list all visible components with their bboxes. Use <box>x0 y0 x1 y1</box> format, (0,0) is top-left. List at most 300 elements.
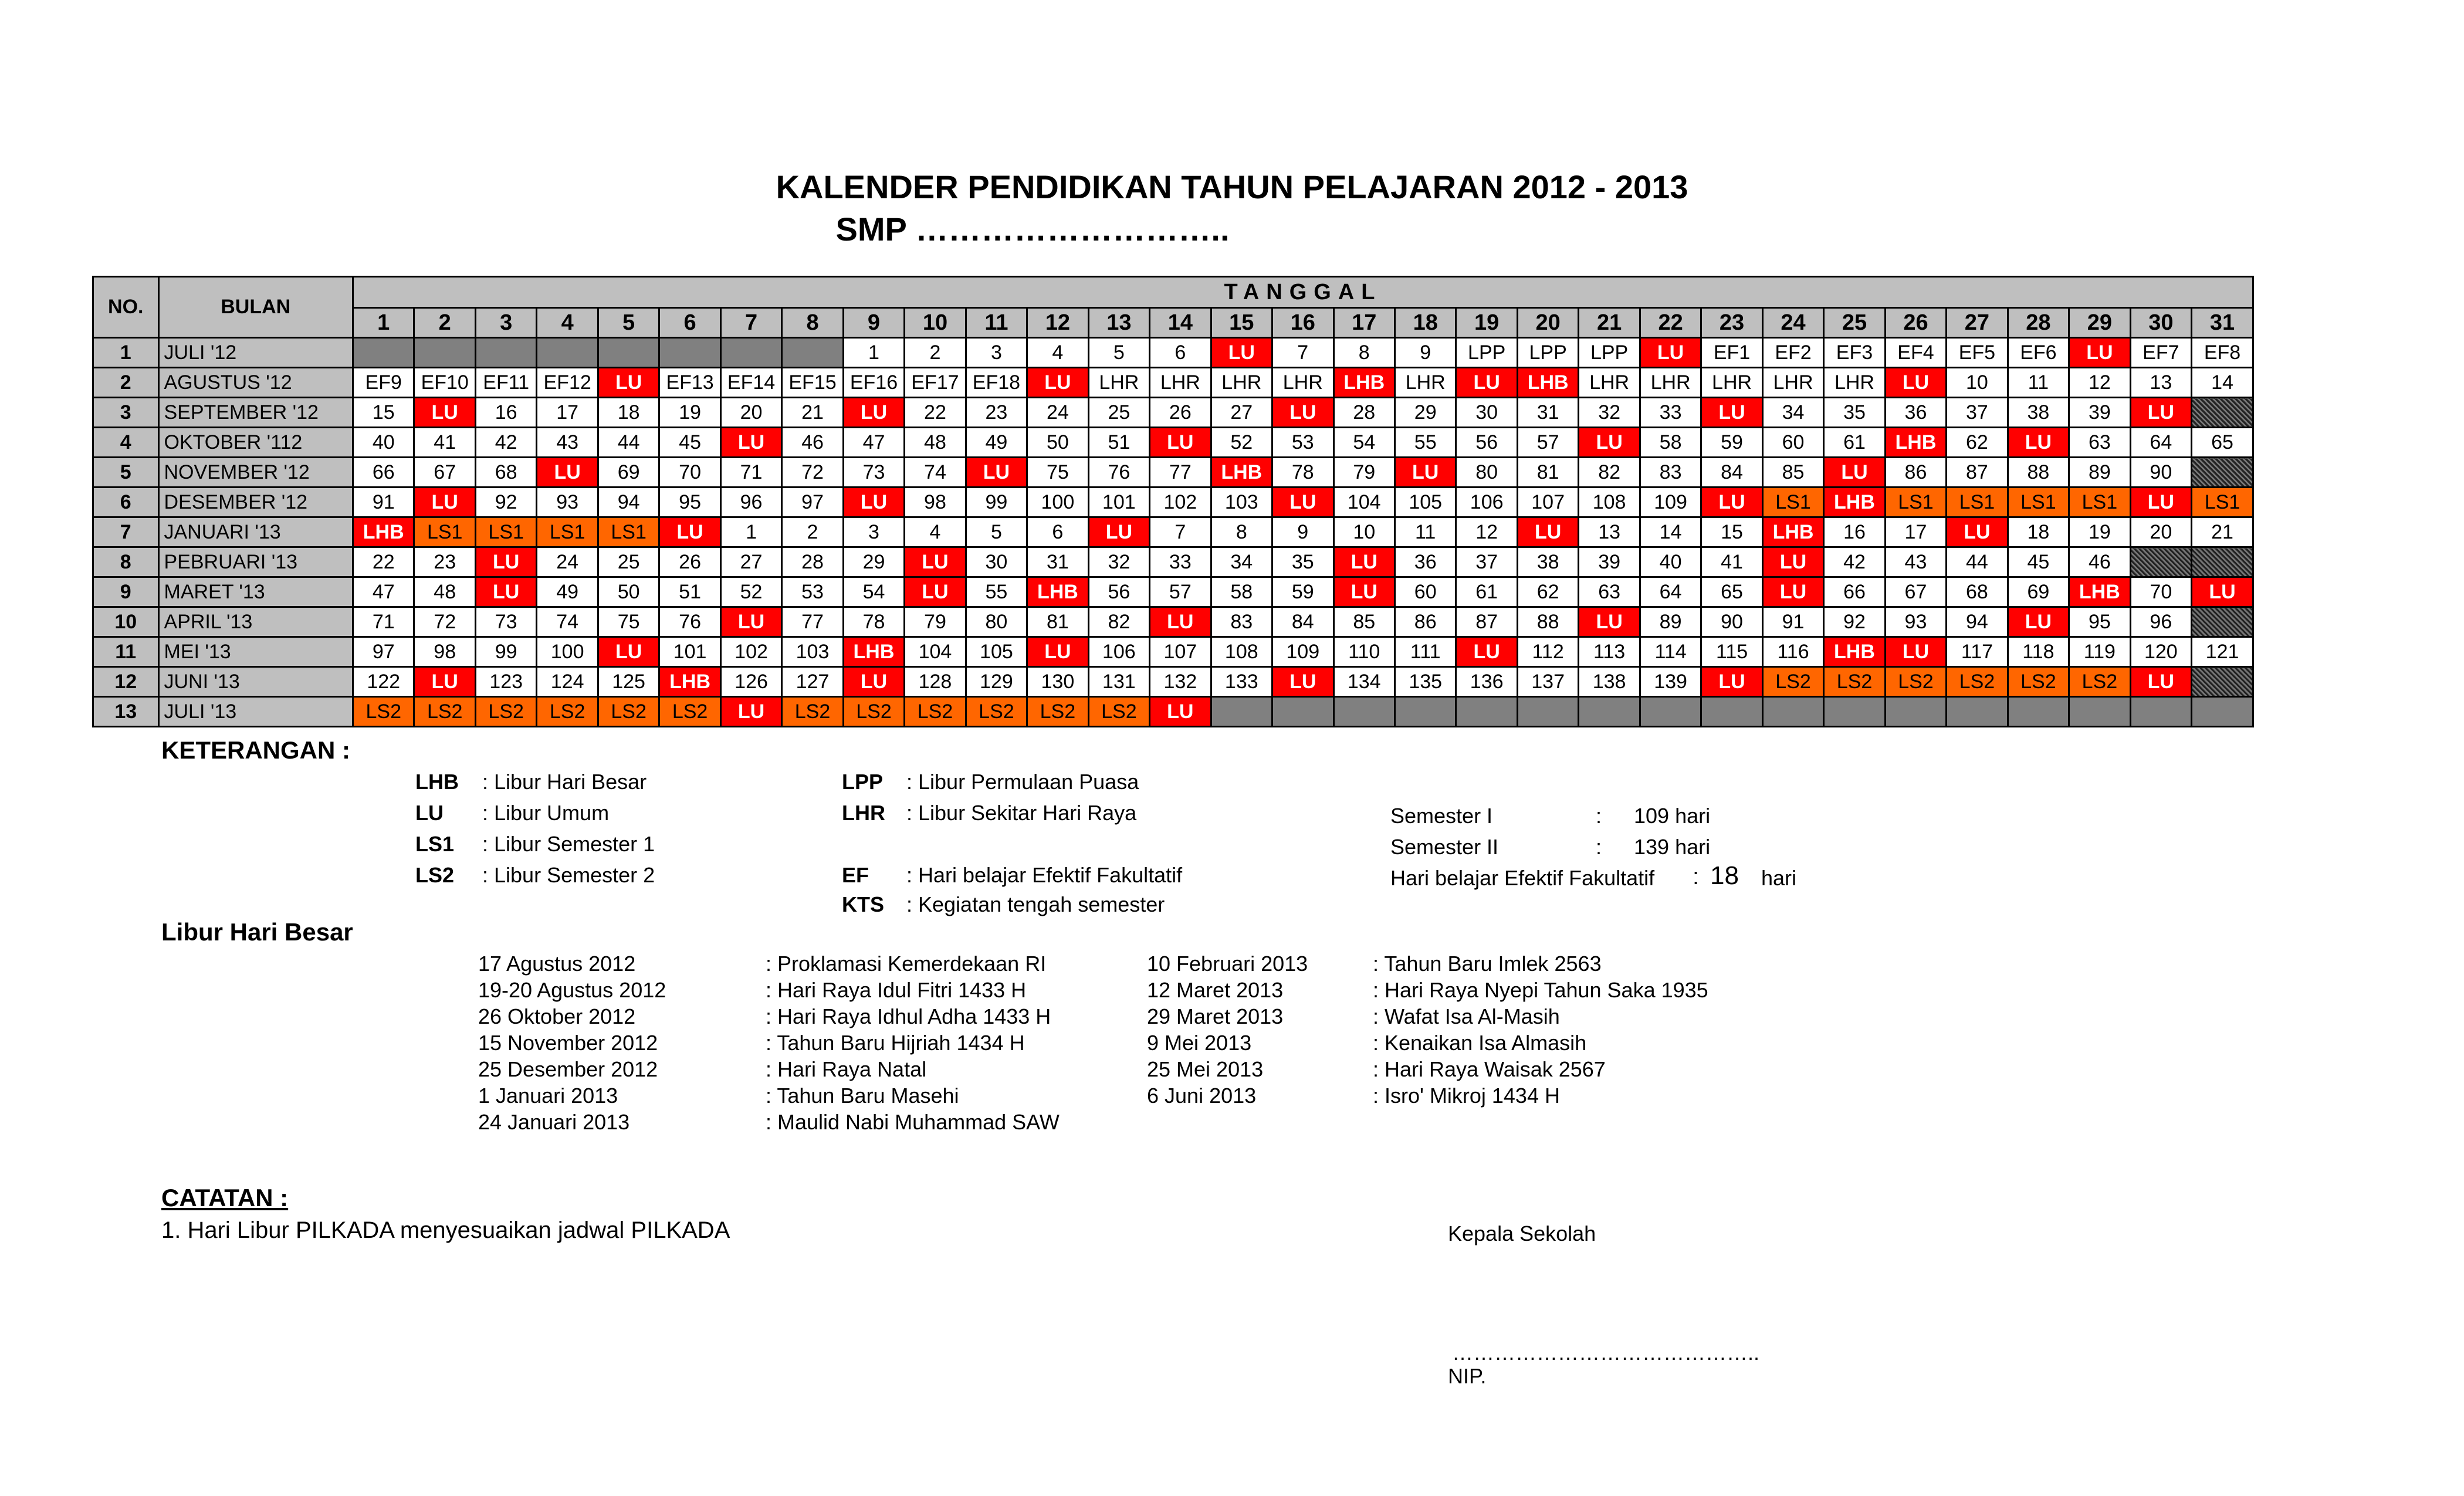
day-cell: LU <box>1333 547 1395 577</box>
day-cell: LU <box>1088 517 1149 547</box>
holiday-date: 10 Februari 2013 <box>1147 952 1308 976</box>
day-cell: LHR <box>1579 368 1640 398</box>
day-cell: 26 <box>1150 398 1211 428</box>
day-cell: 74 <box>905 458 966 488</box>
day-cell: 18 <box>598 398 659 428</box>
ef-unit: hari <box>1761 866 1797 890</box>
day-cell <box>1579 697 1640 727</box>
day-cell: LS2 <box>905 697 966 727</box>
day-cell: LU <box>843 488 904 517</box>
day-cell <box>2192 697 2253 727</box>
day-cell: LS2 <box>659 697 720 727</box>
day-cell: 74 <box>537 607 598 637</box>
day-cell: 1 <box>720 517 781 547</box>
day-cell: 93 <box>1885 607 1946 637</box>
day-cell: 18 <box>2008 517 2069 547</box>
page-subtitle: SMP ……………………….. <box>835 211 1230 248</box>
day-cell: 44 <box>598 428 659 458</box>
day-cell: 4 <box>905 517 966 547</box>
day-cell: EF4 <box>1885 338 1946 368</box>
day-cell: 46 <box>782 428 843 458</box>
day-cell: 136 <box>1456 667 1517 697</box>
row-number: 8 <box>93 547 159 577</box>
day-cell: 67 <box>414 458 475 488</box>
day-cell: 103 <box>782 637 843 667</box>
day-cell: LHB <box>1824 488 1885 517</box>
day-cell: 24 <box>537 547 598 577</box>
day-cell: 21 <box>782 398 843 428</box>
day-cell: LU <box>1333 577 1395 607</box>
day-cell: LU <box>1150 697 1211 727</box>
row-number: 7 <box>93 517 159 547</box>
day-cell: LU <box>1579 428 1640 458</box>
day-cell: 2 <box>782 517 843 547</box>
day-cell: LU <box>1456 368 1517 398</box>
day-cell: LS1 <box>2192 488 2253 517</box>
day-cell: 101 <box>659 637 720 667</box>
day-cell: LS2 <box>843 697 904 727</box>
day-cell: 78 <box>843 607 904 637</box>
day-cell: 13 <box>1579 517 1640 547</box>
legend-code: LHB <box>415 770 459 794</box>
day-cell: 55 <box>1395 428 1456 458</box>
day-cell: 104 <box>905 637 966 667</box>
holiday-desc: : Tahun Baru Imlek 2563 <box>1373 952 1602 976</box>
day-cell: 20 <box>720 398 781 428</box>
day-cell <box>537 338 598 368</box>
day-cell: LU <box>1027 368 1088 398</box>
day-number-header: 26 <box>1885 308 1946 338</box>
day-cell: 26 <box>659 547 720 577</box>
day-cell: 39 <box>1579 547 1640 577</box>
day-cell: 127 <box>782 667 843 697</box>
day-cell: 119 <box>2069 637 2130 667</box>
day-cell: 94 <box>1947 607 2008 637</box>
day-number-header: 28 <box>2008 308 2069 338</box>
day-cell: 108 <box>1211 637 1272 667</box>
day-cell: LU <box>1395 458 1456 488</box>
table-row <box>93 428 2253 458</box>
row-number: 12 <box>93 667 159 697</box>
day-cell: 23 <box>414 547 475 577</box>
month-name: AGUSTUS '12 <box>158 368 353 398</box>
day-cell <box>1640 697 1701 727</box>
day-cell: 53 <box>1272 428 1333 458</box>
day-cell: LU <box>1150 607 1211 637</box>
day-cell: 64 <box>2130 428 2191 458</box>
day-cell: LU <box>414 667 475 697</box>
page-title: KALENDER PENDIDIKAN TAHUN PELAJARAN 2012 - 2013 <box>776 168 1688 205</box>
day-cell: EF16 <box>843 368 904 398</box>
holiday-desc: : Hari Raya Waisak 2567 <box>1373 1057 1606 1081</box>
day-cell: 42 <box>475 428 536 458</box>
day-number-header: 19 <box>1456 308 1517 338</box>
day-cell: 52 <box>1211 428 1272 458</box>
day-cell: LHR <box>1150 368 1211 398</box>
day-cell: 102 <box>1150 488 1211 517</box>
holiday-date: 25 Mei 2013 <box>1147 1057 1264 1081</box>
day-cell: 9 <box>1272 517 1333 547</box>
day-cell: 61 <box>1824 428 1885 458</box>
day-cell: 60 <box>1395 577 1456 607</box>
day-number-header: 25 <box>1824 308 1885 338</box>
day-cell: 45 <box>2008 547 2069 577</box>
tanggal-header: TANGGAL <box>353 277 2253 308</box>
holiday-desc: : Kenaikan Isa Almasih <box>1373 1031 1587 1055</box>
day-cell: 49 <box>537 577 598 607</box>
day-cell: LS1 <box>598 517 659 547</box>
day-cell: 50 <box>598 577 659 607</box>
day-cell: 101 <box>1088 488 1149 517</box>
legend-code: LPP <box>842 770 884 794</box>
day-cell: 107 <box>1150 637 1211 667</box>
day-cell: LS2 <box>1762 667 1823 697</box>
day-cell: 60 <box>1762 428 1823 458</box>
day-cell: 32 <box>1579 398 1640 428</box>
day-cell: LS1 <box>2069 488 2130 517</box>
day-number-header: 9 <box>843 308 904 338</box>
day-cell: LU <box>598 368 659 398</box>
catatan-heading: CATATAN : <box>161 1184 289 1211</box>
day-cell <box>475 338 536 368</box>
day-cell <box>1762 697 1823 727</box>
day-cell: 2 <box>905 338 966 368</box>
day-cell: LHB <box>1762 517 1823 547</box>
day-cell: 5 <box>966 517 1027 547</box>
day-cell: 40 <box>353 428 414 458</box>
day-cell: LU <box>1640 338 1701 368</box>
day-cell: 28 <box>1333 398 1395 428</box>
day-cell <box>2192 398 2253 428</box>
day-cell: LHB <box>2069 577 2130 607</box>
day-cell: 58 <box>1211 577 1272 607</box>
day-cell: 71 <box>353 607 414 637</box>
day-cell: LU <box>1701 398 1762 428</box>
legend-code: LS1 <box>415 832 455 856</box>
day-cell <box>2192 607 2253 637</box>
day-cell: LS1 <box>1947 488 2008 517</box>
holiday-desc: : Tahun Baru Masehi <box>766 1084 959 1108</box>
day-cell: 97 <box>353 637 414 667</box>
table-row <box>93 398 2253 428</box>
day-cell: LS1 <box>414 517 475 547</box>
day-cell: 38 <box>2008 398 2069 428</box>
day-cell: 89 <box>2069 458 2130 488</box>
day-cell: 83 <box>1211 607 1272 637</box>
day-cell: 41 <box>1701 547 1762 577</box>
day-cell: 62 <box>1947 428 2008 458</box>
day-cell: 112 <box>1517 637 1578 667</box>
table-row <box>93 368 2253 398</box>
day-cell: 51 <box>659 577 720 607</box>
day-cell <box>659 338 720 368</box>
day-cell: 128 <box>905 667 966 697</box>
day-cell: 21 <box>2192 517 2253 547</box>
day-cell: LS2 <box>2008 667 2069 697</box>
day-cell <box>1272 697 1333 727</box>
day-cell: 104 <box>1333 488 1395 517</box>
day-cell: 19 <box>2069 517 2130 547</box>
day-cell: 82 <box>1579 458 1640 488</box>
day-cell: LU <box>1762 577 1823 607</box>
day-cell: 34 <box>1211 547 1272 577</box>
day-cell: 109 <box>1272 637 1333 667</box>
legend-desc: : Libur Semester 2 <box>482 863 655 887</box>
day-cell: EF5 <box>1947 338 2008 368</box>
day-cell: 75 <box>1027 458 1088 488</box>
day-cell: 84 <box>1272 607 1333 637</box>
day-number-header: 4 <box>537 308 598 338</box>
day-cell: 92 <box>1824 607 1885 637</box>
day-cell: LU <box>720 607 781 637</box>
day-cell: LU <box>2130 398 2191 428</box>
day-cell: 13 <box>2130 368 2191 398</box>
day-cell: LS2 <box>782 697 843 727</box>
day-cell: 75 <box>598 607 659 637</box>
month-name: JANUARI '13 <box>158 517 353 547</box>
day-cell: 59 <box>1701 428 1762 458</box>
day-cell: 55 <box>966 577 1027 607</box>
day-cell: 77 <box>782 607 843 637</box>
day-cell: 85 <box>1333 607 1395 637</box>
signature-line: …………………………………….. <box>1452 1341 1760 1365</box>
day-cell: EF15 <box>782 368 843 398</box>
day-cell: LPP <box>1517 338 1578 368</box>
day-cell: LU <box>414 398 475 428</box>
day-cell: 6 <box>1150 338 1211 368</box>
day-cell: LHR <box>1272 368 1333 398</box>
day-cell: 129 <box>966 667 1027 697</box>
day-cell: 69 <box>2008 577 2069 607</box>
day-cell: 39 <box>2069 398 2130 428</box>
day-number-header: 11 <box>966 308 1027 338</box>
day-cell: LHR <box>1395 368 1456 398</box>
day-cell: 92 <box>475 488 536 517</box>
day-cell: LHR <box>1824 368 1885 398</box>
day-cell <box>414 338 475 368</box>
day-cell: 103 <box>1211 488 1272 517</box>
day-number-header: 29 <box>2069 308 2130 338</box>
day-cell: LHB <box>1885 428 1946 458</box>
day-cell: LS2 <box>475 697 536 727</box>
day-cell <box>353 338 414 368</box>
bulan-header: BULAN <box>158 277 353 338</box>
holiday-date: 9 Mei 2013 <box>1147 1031 1252 1055</box>
calendar-table <box>92 276 2254 727</box>
table-row <box>93 458 2253 488</box>
day-cell: 23 <box>966 398 1027 428</box>
day-cell: 29 <box>843 547 904 577</box>
day-cell: 134 <box>1333 667 1395 697</box>
row-number: 5 <box>93 458 159 488</box>
day-cell: EF17 <box>905 368 966 398</box>
day-cell: LU <box>414 488 475 517</box>
day-cell: 108 <box>1579 488 1640 517</box>
day-cell: 96 <box>720 488 781 517</box>
day-number-header: 8 <box>782 308 843 338</box>
day-number-header: 17 <box>1333 308 1395 338</box>
day-cell: 122 <box>353 667 414 697</box>
legend-desc: : Libur Semester 1 <box>482 832 655 856</box>
day-number-header: 10 <box>905 308 966 338</box>
day-cell: 106 <box>1456 488 1517 517</box>
day-cell: 80 <box>966 607 1027 637</box>
day-cell: 56 <box>1088 577 1149 607</box>
day-cell: 50 <box>1027 428 1088 458</box>
day-cell: LHB <box>1027 577 1088 607</box>
day-cell: 48 <box>414 577 475 607</box>
day-cell: LS1 <box>1762 488 1823 517</box>
day-cell: 27 <box>1211 398 1272 428</box>
day-cell: 95 <box>659 488 720 517</box>
day-cell: 44 <box>1947 547 2008 577</box>
holiday-desc: : Wafat Isa Al-Masih <box>1373 1004 1560 1028</box>
day-cell: 117 <box>1947 637 2008 667</box>
day-cell: EF11 <box>475 368 536 398</box>
day-cell: LU <box>475 547 536 577</box>
day-cell: 105 <box>966 637 1027 667</box>
day-cell: 111 <box>1395 637 1456 667</box>
day-cell: EF12 <box>537 368 598 398</box>
day-cell: 86 <box>1885 458 1946 488</box>
month-name: JULI '12 <box>158 338 353 368</box>
day-cell: 7 <box>1150 517 1211 547</box>
day-cell <box>2069 697 2130 727</box>
day-cell: 87 <box>1456 607 1517 637</box>
legend-code: LHR <box>842 801 885 825</box>
holiday-date: 19-20 Agustus 2012 <box>478 978 666 1002</box>
day-cell: LU <box>1272 398 1333 428</box>
day-cell: 139 <box>1640 667 1701 697</box>
day-cell <box>2192 458 2253 488</box>
row-number: 4 <box>93 428 159 458</box>
day-cell: LS2 <box>1885 667 1946 697</box>
day-cell: 65 <box>1701 577 1762 607</box>
day-cell: 71 <box>720 458 781 488</box>
day-cell: EF14 <box>720 368 781 398</box>
semester-sep: : <box>1596 835 1602 859</box>
day-cell: 22 <box>905 398 966 428</box>
day-cell <box>2130 547 2191 577</box>
day-cell: LU <box>720 697 781 727</box>
day-cell: 98 <box>905 488 966 517</box>
day-cell: 80 <box>1456 458 1517 488</box>
day-cell: 22 <box>353 547 414 577</box>
day-cell: 33 <box>1640 398 1701 428</box>
day-cell: 68 <box>475 458 536 488</box>
day-cell: 45 <box>659 428 720 458</box>
semester-label: Semester I <box>1390 804 1493 828</box>
day-cell: LU <box>1272 488 1333 517</box>
day-cell: EF10 <box>414 368 475 398</box>
holiday-desc: : Hari Raya Natal <box>766 1057 927 1081</box>
day-cell: 76 <box>1088 458 1149 488</box>
day-cell: 87 <box>1947 458 2008 488</box>
day-cell: LU <box>1762 547 1823 577</box>
row-number: 1 <box>93 338 159 368</box>
day-cell: EF7 <box>2130 338 2191 368</box>
day-cell: LU <box>1947 517 2008 547</box>
day-cell: LS2 <box>966 697 1027 727</box>
day-cell: 89 <box>1640 607 1701 637</box>
legend-code: LU <box>415 801 444 825</box>
day-cell <box>1701 697 1762 727</box>
row-number: 2 <box>93 368 159 398</box>
holiday-date: 29 Maret 2013 <box>1147 1004 1284 1028</box>
day-cell: LHR <box>1211 368 1272 398</box>
day-cell: 14 <box>2192 368 2253 398</box>
day-cell <box>1824 697 1885 727</box>
day-cell: 31 <box>1027 547 1088 577</box>
day-cell: LS2 <box>353 697 414 727</box>
day-cell: 105 <box>1395 488 1456 517</box>
day-cell: 124 <box>537 667 598 697</box>
day-cell: 56 <box>1456 428 1517 458</box>
day-cell: EF3 <box>1824 338 1885 368</box>
day-cell: 65 <box>2192 428 2253 458</box>
day-cell: 36 <box>1395 547 1456 577</box>
day-cell: 6 <box>1027 517 1088 547</box>
day-cell: LHB <box>1824 637 1885 667</box>
day-cell: EF2 <box>1762 338 1823 368</box>
legend-code: KTS <box>842 892 884 916</box>
day-number-header: 18 <box>1395 308 1456 338</box>
day-cell: 58 <box>1640 428 1701 458</box>
signature-role: Kepala Sekolah <box>1448 1221 1596 1245</box>
day-number-header: 23 <box>1701 308 1762 338</box>
day-cell: 7 <box>1272 338 1333 368</box>
semester-label: Semester II <box>1390 835 1499 859</box>
day-cell: 40 <box>1640 547 1701 577</box>
day-cell: EF6 <box>2008 338 2069 368</box>
day-cell: 66 <box>1824 577 1885 607</box>
table-row <box>93 697 2253 727</box>
day-cell: LU <box>2008 428 2069 458</box>
day-cell: 52 <box>720 577 781 607</box>
day-cell: 73 <box>475 607 536 637</box>
day-number-header: 13 <box>1088 308 1149 338</box>
day-cell: 46 <box>2069 547 2130 577</box>
day-cell: LU <box>843 667 904 697</box>
day-cell: 57 <box>1150 577 1211 607</box>
day-cell: LU <box>1456 637 1517 667</box>
day-cell: 48 <box>905 428 966 458</box>
day-cell: 91 <box>353 488 414 517</box>
day-cell: 78 <box>1272 458 1333 488</box>
day-cell: 68 <box>1947 577 2008 607</box>
day-cell: 19 <box>659 398 720 428</box>
month-name: DESEMBER '12 <box>158 488 353 517</box>
day-cell: 106 <box>1088 637 1149 667</box>
day-number-header: 20 <box>1517 308 1578 338</box>
day-cell: 62 <box>1517 577 1578 607</box>
legend-desc: : Hari belajar Efektif Fakultatif <box>906 863 1183 887</box>
day-cell: LS1 <box>1885 488 1946 517</box>
day-cell: 121 <box>2192 637 2253 667</box>
day-cell: 63 <box>1579 577 1640 607</box>
day-cell: LU <box>659 517 720 547</box>
day-cell: 77 <box>1150 458 1211 488</box>
day-cell: EF8 <box>2192 338 2253 368</box>
day-cell: 42 <box>1824 547 1885 577</box>
day-number-header: 7 <box>720 308 781 338</box>
day-cell: LHR <box>1762 368 1823 398</box>
day-cell: LU <box>2069 338 2130 368</box>
day-cell: 90 <box>2130 458 2191 488</box>
day-number-header: 30 <box>2130 308 2191 338</box>
day-cell: LU <box>1517 517 1578 547</box>
day-cell: 135 <box>1395 667 1456 697</box>
